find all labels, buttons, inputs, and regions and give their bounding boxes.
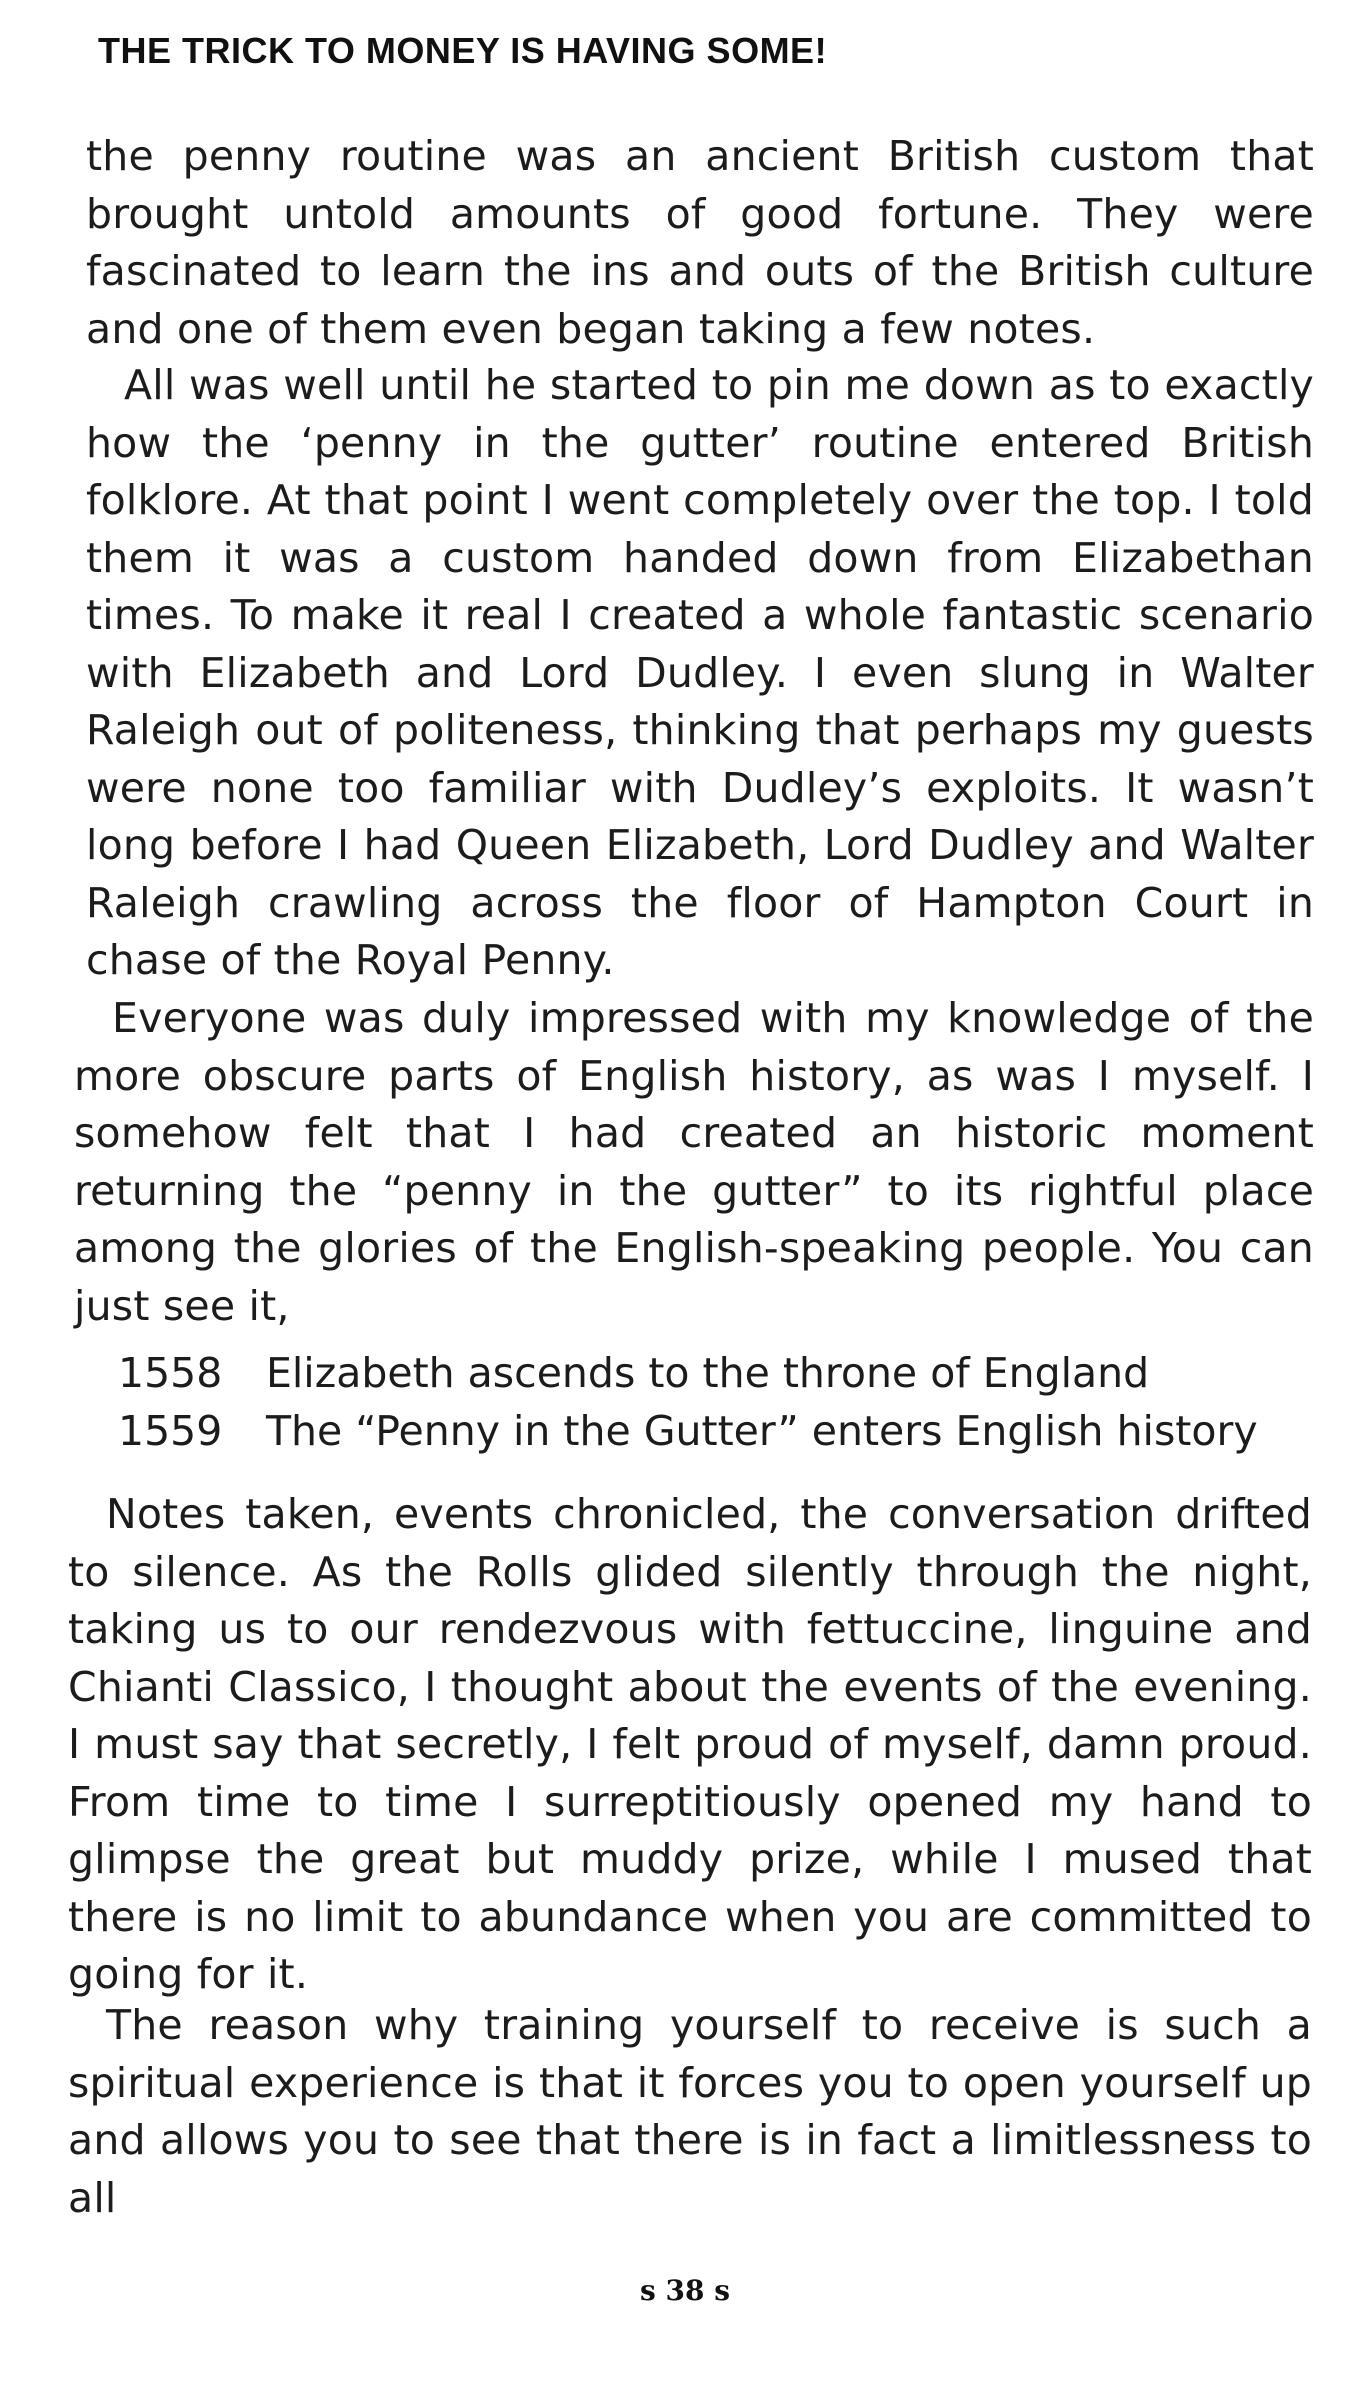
timeline-event: Elizabeth ascends to the throne of England: [266, 1349, 1150, 1397]
paragraph-2: [86, 357, 1314, 990]
paragraph-4: [68, 1486, 1312, 2004]
running-head: THE TRICK TO MONEY IS HAVING SOME!: [98, 30, 828, 71]
timeline-year: 1558: [118, 1349, 223, 1397]
paragraph-text: Everyone was duly impressed with my knowledge of the more obscure parts of English history, as was I myself. I somehow felt that I had created an historic moment returning the “penny in the gutter” to its rightful place among the glories of the English-speaking people. You can just see it,: [74, 994, 1314, 1330]
page-number: s 38 s: [640, 2274, 730, 2307]
paragraph-text: the penny routine was an ancient British custom that brought untold amounts of good fortune. They were fascinated to learn the ins and outs of the British culture and one of them even began taking a few notes.: [86, 132, 1314, 353]
timeline-entry: [118, 1402, 1258, 1460]
paragraph-text: The reason why training yourself to receive is such a spiritual experience is that it forces you to open yourself up and allows you to see that there is in fact a limitlessness to all: [68, 2001, 1312, 2222]
timeline-list: [118, 1344, 1258, 1460]
timeline-event: The “Penny in the Gutter” enters English history: [266, 1407, 1258, 1455]
timeline-year: 1559: [118, 1407, 223, 1455]
paragraph-text: All was well until he started to pin me down as to exactly how the ‘penny in the gutter’ routine entered British folklore. At that point I went completely over the top. I told them it was a custom handed down from Elizabethan times. To make it real I created a whole fantastic scenario with Elizabeth and Lord Dudley. I even slung in Walter Raleigh out of politeness, thinking that perhaps my guests were none too familiar with Dudley’s exploits. It wasn’t long before I had Queen Elizabeth, Lord Dudley and Walter Raleigh crawling across the floor of Hampton Court in chase of the Royal Penny.: [86, 361, 1314, 984]
paragraph-1: [86, 128, 1314, 358]
paragraph-5: [68, 1997, 1312, 2227]
timeline-entry: [118, 1344, 1258, 1402]
paragraph-text: Notes taken, events chronicled, the conversation drifted to silence. As the Rolls glided silently through the night, taking us to our rendezvous with fettuccine, linguine and Chianti Classico, I thought about the events of the evening. I must say that secretly, I felt proud of myself, damn proud. From time to time I surreptitiously opened my hand to glimpse the great but muddy prize, while I mused that there is no limit to abundance when you are committed to going for it.: [68, 1490, 1312, 1998]
paragraph-3: [74, 990, 1314, 1335]
